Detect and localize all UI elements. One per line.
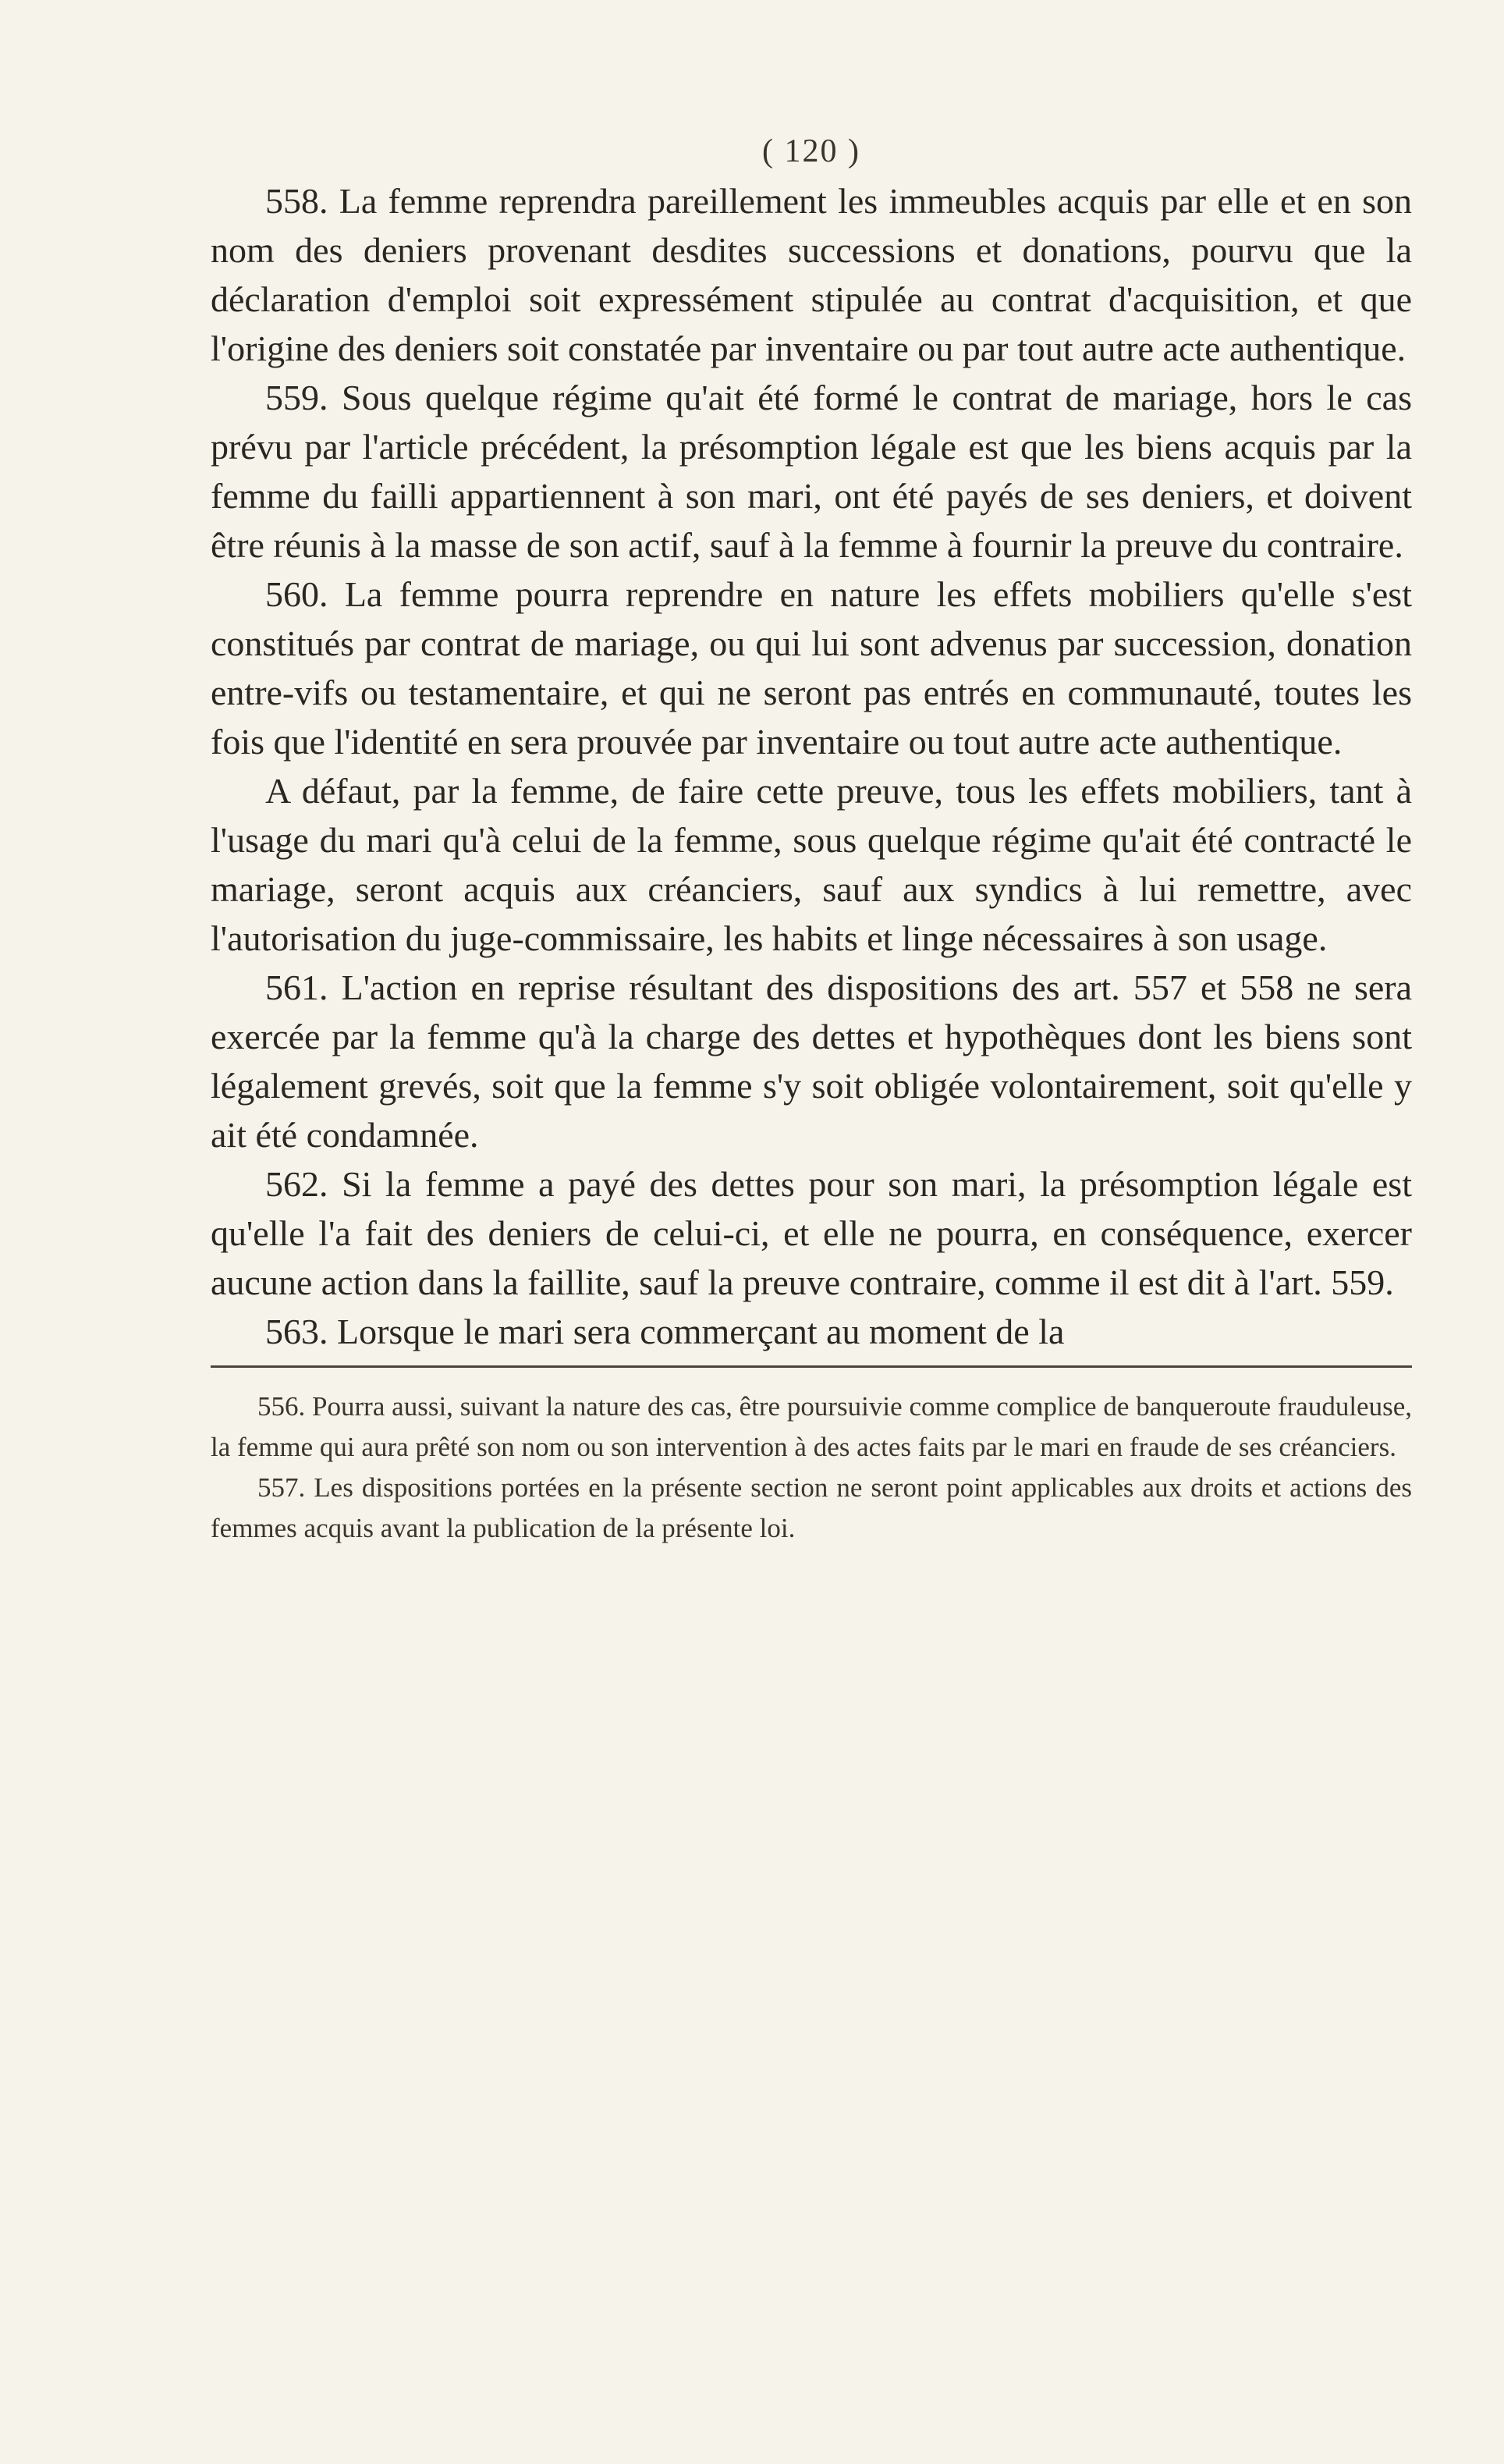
main-text [211, 176, 1412, 1356]
paragraph-563: 563. Lorsque le mari sera commerçant au moment de la [265, 1312, 1065, 1351]
footnote-557: 557. Les dispositions portées en la présente section ne seront point applicables aux droits et actions des femmes acquis avant la publication de la présente loi. [211, 1472, 1412, 1543]
page-number: ( 120 ) [762, 133, 860, 169]
footnote-divider [211, 1365, 1412, 1368]
book-page [211, 133, 1412, 1549]
paragraph-562: 562. Si la femme a payé des dettes pour son mari, la présomption légale est qu'elle l'a fait des deniers de celui-ci, et elle ne pourra, en conséquence, exercer aucune action dans la faillite, sauf la preuve contraire, comme il est dit à l'art. 559. [211, 1164, 1412, 1302]
paragraph-560-continued: A défaut, par la femme, de faire cette preuve, tous les effets mobiliers, tant à l'usage du mari qu'à celui de la femme, sous quelque régime qu'ait été contracté le mariage, seront acquis aux créanciers, sauf aux syndics à lui remettre, avec l'autorisation du juge-commissaire, les habits et linge nécessaires à son usage. [211, 771, 1412, 958]
paragraph-559: 559. Sous quelque régime qu'ait été formé le contrat de mariage, hors le cas prévu par l'article précédent, la présomption légale est que les biens acquis par la femme du failli appartiennent à son mari, ont été payés de ses deniers, et doivent être réunis à la masse de son actif, sauf à la femme à fournir la preuve du contraire. [211, 378, 1412, 565]
footnotes [211, 1386, 1412, 1549]
footnote-556: 556. Pourra aussi, suivant la nature des cas, être poursuivie comme complice de banqueroute frauduleuse, la femme qui aura prêté son nom ou son intervention à des actes faits par le mari en fraude de ses créanciers. [211, 1391, 1412, 1462]
paragraph-561: 561. L'action en reprise résultant des dispositions des art. 557 et 558 ne sera exercée par la femme qu'à la charge des dettes et hypothèques dont les biens sont légalement grevés, soit que la femme s'y soit obligée volontairement, soit qu'elle y ait été condamnée. [211, 967, 1412, 1155]
paragraph-558: 558. La femme reprendra pareillement les immeubles acquis par elle et en son nom des deniers provenant desdites successions et donations, pourvu que la déclaration d'emploi soit expressément stipulée au contrat d'acquisition, et que l'origine des deniers soit constatée par inventaire ou par tout autre acte authentique. [211, 181, 1412, 368]
paragraph-560: 560. La femme pourra reprendre en nature les effets mobiliers qu'elle s'est constitués par contrat de mariage, ou qui lui sont advenus par succession, donation entre-vifs ou testamentaire, et qui ne seront pas entrés en communauté, toutes les fois que l'identité en sera prouvée par inventaire ou tout autre acte authentique. [211, 574, 1412, 762]
